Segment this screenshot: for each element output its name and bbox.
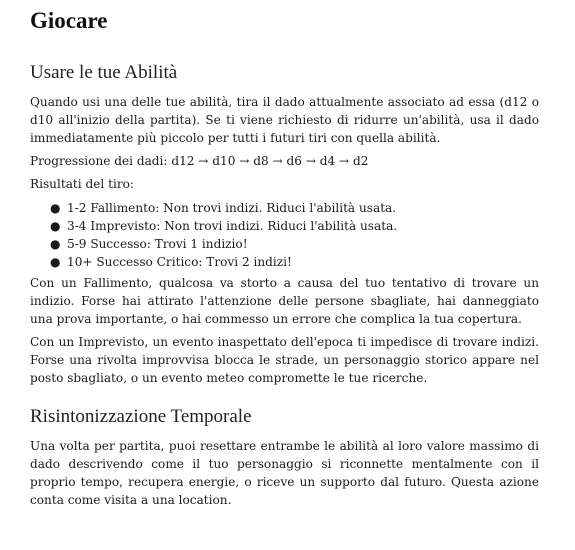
result-text: 5-9 Successo: Trovi 1 indizio! xyxy=(67,237,248,251)
result-text: 1-2 Fallimento: Non trovi indizi. Riduci l'abilità usata. xyxy=(67,201,397,215)
bullet-icon: ● xyxy=(50,219,61,233)
list-item xyxy=(50,217,539,235)
result-text: 3-4 Imprevisto: Non trovi indizi. Riduci l'abilità usata. xyxy=(67,219,398,233)
bullet-icon: ● xyxy=(50,201,61,215)
dice-progression-text: Progressione dei dadi: d12 → d10 → d8 → d6 → d4 → d2 xyxy=(30,154,369,168)
unexpected-paragraph: Con un Imprevisto, un evento inaspettato dell'epoca ti impedisce di trovare indizi. Forse una rivolta improvvisa blocca le strade, un personaggio storico appare nel posto sbagliato, o un evento meteo compromette le tue ricerche. xyxy=(30,335,539,385)
list-item xyxy=(50,199,539,217)
bullet-icon: ● xyxy=(50,237,61,251)
section-heading-abilities: Usare le tue Abilità xyxy=(30,62,178,83)
bullet-icon: ● xyxy=(50,255,61,269)
results-list xyxy=(30,199,539,271)
resync-paragraph: Una volta per partita, puoi resettare entrambe le abilità al loro valore massimo di dado descrivendo come il tuo personaggio si riconnette mentalmente con il proprio tempo, recupera energie, o riceve un supporto dal futuro. Questa azione conta come visita a una location. xyxy=(30,439,539,507)
abilities-intro-paragraph: Quando usi una delle tue abilità, tira il dado attualmente associato ad essa (d12 o d10 all'inizio della partita). Se ti viene richiesto di ridurre un'abilità, usa il dado immediatamente più piccolo per tutti i futuri tiri con quella abilità. xyxy=(30,95,539,145)
page-title: Giocare xyxy=(30,8,108,33)
results-label: Risultati del tiro: xyxy=(30,177,134,191)
result-text: 10+ Successo Critico: Trovi 2 indizi! xyxy=(67,255,292,269)
section-heading-resync: Risintonizzazione Temporale xyxy=(30,406,252,427)
list-item xyxy=(50,253,539,271)
list-item xyxy=(50,235,539,253)
failure-paragraph: Con un Fallimento, qualcosa va storto a causa del tuo tentativo di trovare un indizio. Forse hai attirato l'attenzione delle persone sbagliate, hai danneggiato una prova importante, o hai commesso un errore che complica la tua copertura. xyxy=(30,276,539,326)
